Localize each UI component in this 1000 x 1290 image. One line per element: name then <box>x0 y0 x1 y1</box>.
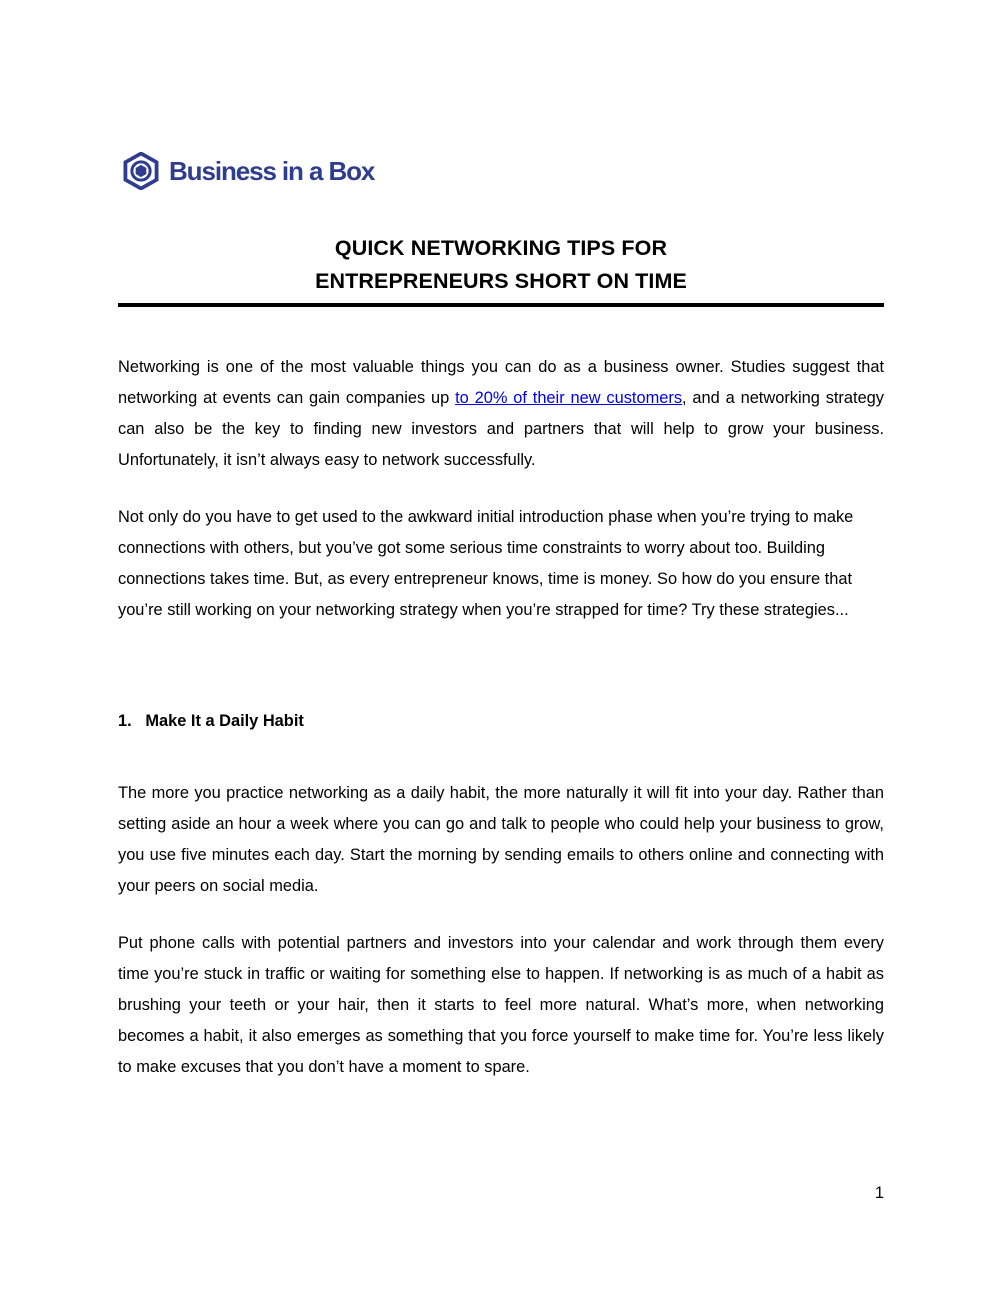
spacer-after-heading <box>118 737 884 778</box>
paragraph-phone-calls: Put phone calls with potential partners and investors into your calendar and work through them every time you’re stuck in traffic or waiting for something else to happen. If networking is as much of a habit as brushing your teeth or your hair, then it starts to feel more natural. What’s more, when networking becomes a habit, it also emerges as something that you force yourself to make time for. You’re less likely to make excuses that you don’t have a moment to spare. <box>118 934 884 1076</box>
paragraph-intro-text-before-link: Networking is one of the most valuable things you can do as a business owner. Studies suggest that networking at events can gain companies up <box>118 358 884 407</box>
title-divider <box>118 303 884 307</box>
section-heading-daily-habit: 1. Make It a Daily Habit <box>118 712 304 730</box>
page-title <box>118 232 884 298</box>
document-body <box>118 352 884 1109</box>
page-number: 1 <box>874 1184 884 1202</box>
paragraph-time-constraints: Not only do you have to get used to the awkward initial introduction phase when you’re trying to make connections with others, but you’ve got some serious time constraints to worry about too. Building connections takes time. But, as every entrepreneur knows, time is money. So how do you ensure that you’re still working on your networking strategy when you’re strapped for time? Try these strategies... <box>118 508 854 619</box>
brand-wordmark: Business in a Box <box>169 156 375 186</box>
spacer-before-heading <box>118 652 884 706</box>
paragraph-intro <box>118 352 884 476</box>
hexagon-logo-icon <box>122 152 160 190</box>
paragraph-intro-text-after-link: , and a networking strategy can also be the key to finding new investors and partners that will help to grow your business. Unfortunately, it isn’t always easy to network successfully. <box>118 389 884 469</box>
paragraph-daily-practice: The more you practice networking as a daily habit, the more naturally it will fit into your day. Rather than setting aside an hour a week where you can go and talk to people who could help your business to grow, you use five minutes each day. Start the morning by sending emails to others online and connecting with your peers on social media. <box>118 784 884 895</box>
brand-logo <box>122 152 374 190</box>
title-line-2: ENTREPRENEURS SHORT ON TIME <box>315 269 687 293</box>
title-line-1: QUICK NETWORKING TIPS FOR <box>334 236 668 260</box>
new-customers-link[interactable]: to 20% of their new customers <box>455 389 683 407</box>
